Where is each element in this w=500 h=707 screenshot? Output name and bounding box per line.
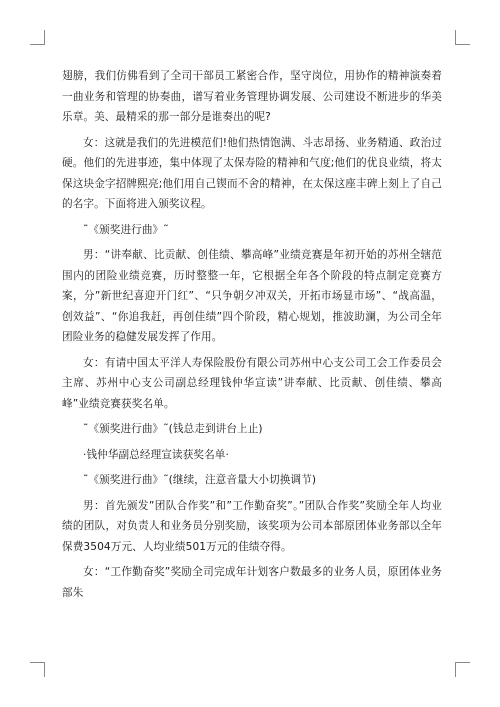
paragraph-male-host-competition: 男：“讲奉献、比贡献、创佳绩、攀高峰”业绩竞赛是年初开始的苏州全辖范围内的团险业绩竞赛，历时整整一年，它根据全年各个阶段的特点制定竞赛方案，分”新世纪喜迎开门红”、“只争朝夕冲双关，开拓市场显市场”、“战高温，创效益”、“你追我赶，再创佳绩”四个阶段，精心规划，推波助澜，为公司全年团险业务的稳健发展发挥了作用。 xyxy=(62,249,442,343)
paragraph-female-host-models: 女：这就是我们的先进模范们!他们热情饱满、斗志昂扬、业务精通、政治过硬。他们的先进事迹，集中体现了太保寿险的精神和气度;他们的优良业绩，将太保这块金字招牌熙亮;他们用自己锲而不舍的精神，在太保这座丰碑上刻上了自己的名字。下面将进入颁奖议程。 xyxy=(62,136,442,210)
document-body xyxy=(62,66,442,608)
crop-mark-top-left xyxy=(30,30,45,45)
paragraph-male-host-awards: 男：首先颁发”团队合作奖”和”工作勤奋奖”。”团队合作奖”奖励全年人均业绩的团队，对负责人和业务员分别奖励，该奖项为公司本部原团体业务部以全年保费3504万元、人均业绩501万元的佳绩夺得。 xyxy=(62,499,442,553)
crop-mark-top-right xyxy=(455,30,470,45)
crop-mark-bottom-left xyxy=(30,662,45,677)
stage-direction-music-volume: ˜《颁奖进行曲》˜(继续，注意音量大小切换调节) xyxy=(83,474,317,486)
paragraph-female-host-diligence: 女：“工作勤奋奖”奖励全司完成年计划客户数最多的业务人员，原团体业务部朱 xyxy=(62,566,442,599)
stage-direction-announcement: ·钱仲华副总经理宣读获奖名单· xyxy=(83,448,229,461)
paragraph-intro-continuation: 翅膀，我们仿佛看到了全司干部员工紧密合作，坚守岗位，用协作的精神演奏着一曲业务和管理的协奏曲，谱写着业务管理协调发展、公司建设不断进步的华美乐章。美、最精采的那一部分是谁奏出的呢? xyxy=(62,70,442,123)
crop-mark-bottom-right xyxy=(455,662,470,677)
paragraph-female-host-invitation: 女：有请中国太平洋人寿保险股份有限公司苏州中心支公司工会工作委员会主席、苏州中心支公司副总经理钱仲华宣读”讲奉献、比贡献、创佳绩、攀高峰”业绩竞赛获奖名单。 xyxy=(62,356,442,410)
stage-direction-music-walk: ˜《颁奖进行曲》˜(钱总走到讲台上止) xyxy=(83,423,263,435)
stage-direction-music: ˜《颁奖进行曲》˜ xyxy=(83,223,169,236)
